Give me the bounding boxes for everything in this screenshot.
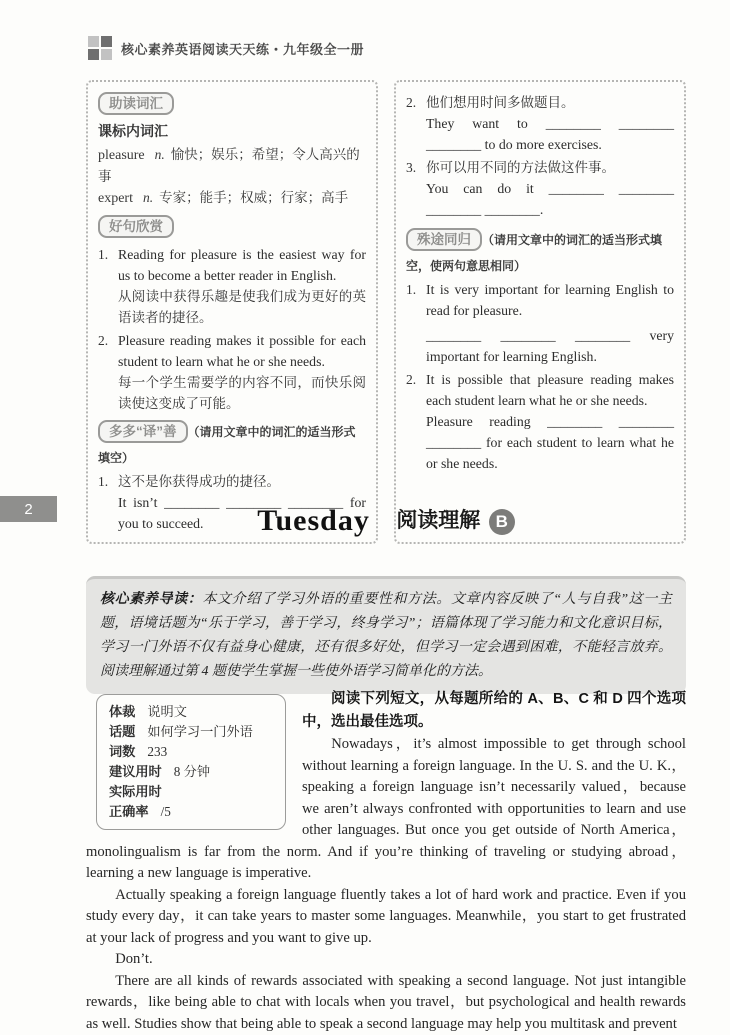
translate-chinese: 他们想用时间多做题目。 (426, 92, 674, 113)
sentence-english: Pleasure reading makes it possible for each student to learn what he or she needs. (118, 330, 366, 372)
sentence-chinese: 从阅读中获得乐趣是使我们成为更好的英语读者的捷径。 (118, 286, 366, 328)
core-literacy-intro-box (86, 576, 686, 694)
left-column-box (86, 80, 378, 544)
translate-item (406, 157, 674, 220)
info-row-topic (109, 722, 275, 742)
intro-label: 核心素养导读： (100, 592, 202, 607)
info-row-genre (109, 702, 275, 722)
info-value: 如何学习一门外语 (147, 722, 253, 742)
item-number: 2. (406, 369, 426, 474)
sentence-item (98, 330, 366, 414)
vocab-word: expert (98, 191, 133, 206)
vocab-meaning: 专家；能手；权威；行家；高手 (159, 190, 348, 205)
rewrite-source-sentence: It is very important for learning English to read for pleasure. (426, 279, 674, 321)
sentence-english: Reading for pleasure is the easiest way for us to become a better reader in English. (118, 244, 366, 286)
vocab-subtitle: 课标内词汇 (98, 121, 366, 142)
info-label: 建议用时 (109, 762, 162, 782)
vocab-meaning: 愉快；娱乐；希望；令人高兴的事 (98, 147, 360, 184)
item-number: 3. (406, 157, 426, 220)
info-label: 词数 (109, 742, 135, 762)
item-number: 2. (406, 92, 426, 155)
passage-paragraph-2: Actually speaking a foreign language fluently takes a lot of hard work and practice. Even if you study every day，it can take years to master some languages. Meanwhile，you start to get frustrated at your lack of progress and you want to give up. (86, 885, 686, 950)
info-label: 话题 (109, 722, 135, 742)
book-title: 核心素养英语阅读天天练・九年级全一册 (121, 39, 364, 58)
level-badge: B (489, 509, 515, 535)
exercise-type-title: 阅读理解 (396, 509, 480, 532)
vocab-entry (98, 187, 366, 209)
translate-chinese: 你可以用不同的方法做这件事。 (426, 157, 674, 178)
reading-instruction: 阅读下列短文，从每题所给的 A、B、C 和 D 四个选项中，选出最佳选项。 (86, 688, 686, 734)
info-label: 实际用时 (109, 782, 162, 802)
translate-item (406, 92, 674, 155)
info-label: 正确率 (109, 802, 149, 822)
translate-english-blanks: They want to ________ ________ ________ to do more exercises. (426, 113, 674, 155)
passage-paragraph-3: Don’t. (86, 949, 686, 971)
rewrite-section-header (406, 228, 674, 277)
translate-section-header (98, 420, 366, 469)
sentence-chinese: 每一个学生需要学的内容不同，而快乐阅读使这变成了可能。 (118, 372, 366, 414)
item-number: 1. (406, 279, 426, 367)
vocab-pos: n. (143, 190, 153, 205)
info-row-actual-time (109, 782, 275, 802)
passage-info-box (96, 694, 286, 830)
passage-paragraph-1: Nowadays，it’s almost impossible to get through school without learning a foreign language. In the U. S. and the U. K.，speaking a foreign language isn’t necessarily valued，because we aren’t always confronted with opportunities to learn and use other languages. But once you get outside of North America，monolingualism is far from the norm. And if you’re thinking of traveling or studying abroad，learning a new language is imperative. (86, 734, 686, 885)
item-number: 1. (98, 244, 118, 328)
info-value: 说明文 (147, 702, 187, 722)
intro-text: 本文介绍了学习外语的重要性和方法。文章内容反映了“人与自我”这一主题，语境话题为“乐于学习，善于学习，终身学习”；语篇体现了学习能力和文化意识目标，学习一门外语不仅有益身心健康，还有很多好处，但学习一定会遇到困难，不能轻言放弃。阅读理解通过第 4 题使学生掌握一些使外语学习简单化的方法。 (100, 592, 672, 679)
info-label: 体裁 (109, 702, 135, 722)
exercise-columns (86, 80, 686, 544)
translate-section-tag: 多多“译”善 (98, 420, 188, 443)
info-row-wordcount (109, 742, 275, 762)
rewrite-section-note: （请用文章中的词汇的适当形式填空，使两句意思相同） (406, 233, 662, 273)
item-number: 1. (98, 471, 118, 534)
info-row-accuracy (109, 802, 275, 822)
reading-section (86, 688, 686, 1035)
vocab-entry (98, 144, 366, 187)
info-value: 8 分钟 (174, 762, 210, 782)
passage-paragraph-4: There are all kinds of rewards associated with speaking a second language. Not just intangible rewards，like being able to chat with locals when you travel，but psychological and health rewards as well. Studies show that being able to speak a second language may help you multitask and prevent (86, 971, 686, 1035)
page-header (88, 36, 364, 60)
sentences-section-tag: 好句欣赏 (98, 215, 174, 238)
rewrite-blank-sentence: ________ ________ ________ very important for learning English. (426, 325, 674, 367)
section-title (86, 504, 686, 538)
rewrite-item (406, 369, 674, 474)
translate-chinese: 这不是你获得成功的捷径。 (118, 471, 366, 492)
page-number-tab: 2 (0, 496, 57, 522)
translate-english-blanks: You can do it ________ ________ ________ ________. (426, 178, 674, 220)
rewrite-section-tag: 殊途同归 (406, 228, 482, 251)
info-value: 233 (147, 742, 167, 762)
weekday-title: Tuesday (257, 504, 370, 537)
brand-logo-icon (88, 36, 112, 60)
item-number: 2. (98, 330, 118, 414)
vocab-word: pleasure (98, 148, 145, 163)
right-column-box (394, 80, 686, 544)
rewrite-source-sentence: It is possible that pleasure reading makes each student learn what he or she needs. (426, 369, 674, 411)
translate-english-blanks: It isn’t ________ ________ ________ for you to succeed. (118, 492, 366, 534)
sentence-item (98, 244, 366, 328)
vocab-section-tag: 助读词汇 (98, 92, 174, 115)
rewrite-item (406, 279, 674, 367)
info-row-suggested-time (109, 762, 275, 782)
info-value: /5 (161, 802, 171, 822)
vocab-pos: n. (155, 147, 165, 162)
translate-section-note: （请用文章中的词汇的适当形式填空） (98, 425, 356, 465)
rewrite-blank-sentence: Pleasure reading ________ ________ ________ for each student to learn what he or she needs. (426, 411, 674, 474)
